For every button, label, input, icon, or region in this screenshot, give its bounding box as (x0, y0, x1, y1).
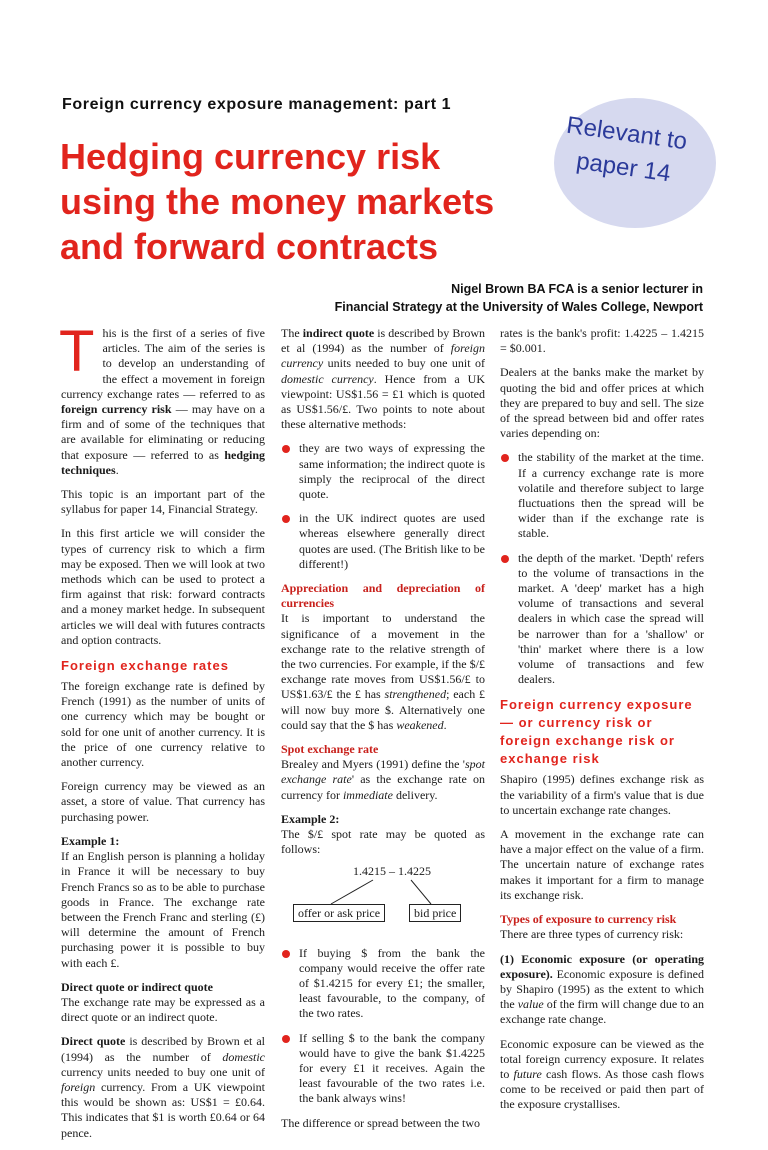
author-line-2: Financial Strategy at the University of Wales College, Newport (334, 300, 703, 314)
econ2-text-c: cash flows. As those cash flows come to be received or paid then part of the exposure crystallises. (500, 1066, 704, 1112)
column-2 (281, 326, 485, 1140)
econ2-text-b: future (513, 1066, 542, 1081)
bullet-text: the stability of the market at the time. If a currency exchange rate is more volatile and therefore subject to large fluctuations then the spread will be wider than if the exchange rate is stable. (518, 450, 704, 541)
column-3 (500, 326, 704, 1122)
offer-price-box: offer or ask price (293, 904, 385, 922)
dq-text-e: foreign (61, 1079, 96, 1094)
appr-text-b: strengthened (384, 687, 447, 702)
bullet-dot-icon (501, 555, 509, 563)
dq-text-b: is described by Brown et al (1994) as the number of (61, 1034, 265, 1064)
bullet-dot-icon (501, 454, 509, 462)
bullet-item (281, 1031, 485, 1107)
bullet-item (281, 511, 485, 572)
dq-text-f: currency. From a UK viewpoint this would be shown as: US$1 = £0.64. This indicates that $1 is worth £0.64 or 64 pence. (61, 1079, 265, 1140)
spot-text-a: Brealey and Myers (1991) define the ' (281, 757, 465, 772)
direct-indirect-text: The exchange rate may be expressed as a direct quote or an indirect quote. (61, 994, 265, 1025)
author-line-1: Nigel Brown BA FCA is a senior lecturer in (451, 282, 703, 296)
term-indirect-quote: indirect quote (302, 326, 375, 340)
badge-line-2: paper 14 (574, 147, 673, 188)
direct-indirect-heading: Direct quote or indirect quote (61, 979, 213, 994)
quote-diagram (281, 864, 485, 936)
exchange-risk-definition: Shapiro (1995) defines exchange risk as the variability of a firm's value that is due to uncertain exchange rate changes. (500, 772, 704, 817)
indirect-quote-paragraph (281, 326, 485, 432)
example-1-text: If an English person is planning a holiday in France it will be necessary to buy French Francs so as to be able to purchase goods in France. The exchange rate between the French Franc and sterling (£) will determine the amount of French purchasing power it is possible to buy with each £. (61, 849, 265, 970)
appr-text-e: . (443, 717, 447, 732)
spot-rate-heading: Spot exchange rate (281, 742, 379, 757)
bullet-text: in the UK indirect quotes are used whereas elsewhere generally direct quotes are used. (The British like to be different!) (299, 511, 485, 571)
appr-text-d: weakened (396, 717, 444, 732)
appr-text-a: It is important to understand the significance of a movement in the exchange rate to the relative strength of the two currencies. For example, if the $/£ exchange rate moves from US$1.56/£ to US$1.63/£ the £ has (281, 611, 485, 702)
appreciation-heading: Appreciation and depreciation of currencies (281, 581, 485, 611)
appreciation-paragraph (281, 611, 485, 733)
term-economic-exposure: (1) Economic exposure (or operating exposure). (500, 951, 704, 981)
column-1 (59, 319, 265, 1150)
types-heading: Types of exposure to currency risk (500, 912, 677, 927)
spot-text-b: spot exchange rate (281, 757, 485, 787)
article-title (60, 134, 530, 269)
profit-paragraph: rates is the bank's profit: 1.4225 – 1.4215 = $0.001. (500, 326, 704, 356)
dq-text-c: domestic (222, 1049, 265, 1064)
exchange-rate-effect-paragraph: A movement in the exchange rate can have a major effect on the value of a firm. The uncertain nature of exchange rates makes it important for a firm to manage its exchange risk. (500, 827, 704, 902)
spot-text-c: ' as the exchange rate on currency for (281, 772, 485, 802)
bullet-text: the depth of the market. 'Depth' refers to the volume of transactions in the market. A 'deep' market has a high volume of transactions and several dealers in which case the spread will be narrower than for a 'shallow' or 'thin' market where there is a low volume of transactions and few dealers. (518, 550, 704, 687)
spot-text-e: delivery. (392, 787, 438, 802)
iq-text-a: The (281, 326, 303, 340)
intro-paragraph (59, 319, 265, 478)
bullet-dot-icon (282, 1035, 290, 1043)
intro-text-e: . (115, 462, 119, 477)
fx-definition-paragraph: The foreign exchange rate is defined by French (1991) as the number of units of one currency which may be bought or sold for one unit of another currency. It is the price of one currency relative to another currency. (61, 679, 265, 770)
spot-rate-value: 1.4215 – 1.4225 (353, 863, 431, 878)
dq-text-d: currency units needed to buy one unit of (61, 1064, 265, 1079)
appr-text-c: ; each £ will now buy more $. Alternatively one could say that the $ has (281, 687, 485, 732)
iq-text-f: domestic currency (281, 371, 374, 386)
title-line-3: and forward contracts (60, 226, 439, 267)
econ-text-d: of the firm will change due to an exchange rate change. (500, 997, 704, 1027)
badge-line-1: Relevant to (564, 111, 689, 156)
section-heading-exposure: Foreign currency exposure — or currency risk or foreign exchange risk or exchange risk (500, 697, 693, 767)
econ2-text-a: Economic exposure can be viewed as the total foreign currency exposure. It relates to (500, 1036, 704, 1081)
direct-quote-paragraph (61, 1034, 265, 1140)
spread-paragraph: The difference or spread between the two (281, 1115, 481, 1130)
economic-exposure-paragraph (500, 952, 704, 1028)
iq-text-e: units needed to buy one unit of (323, 356, 485, 371)
section-heading-fx-rates: Foreign exchange rates (61, 658, 229, 674)
econ-text-c: value (517, 997, 544, 1012)
bullet-text: If buying $ from the bank the company would receive the offer rate of $1.4215 for every £1; the smaller, least favourable, to the company, of the two rates. (299, 945, 485, 1021)
arrow-to-offer (331, 880, 373, 904)
dealers-paragraph: Dealers at the banks make the market by quoting the bid and offer prices at which they are prepared to buy and sell. The size of the spread between bid and offer rates varies depending on: (500, 365, 704, 441)
intro-text-c: — may have on a firm and of some of the techniques that are available for eliminating or reducing that exposure — referred to as (61, 402, 265, 462)
term-hedging-techniques: hedging techniques (61, 447, 265, 477)
title-line-2: using the money markets (60, 181, 495, 222)
bullet-item (500, 551, 704, 688)
author-byline (335, 280, 703, 316)
bullet-item (500, 450, 704, 541)
bullet-text: If selling $ to the bank the company would have to give the bank $1.4225 for every £1 it receives. Again the least favourable of the two rates i.e. the bank always wins! (299, 1030, 485, 1106)
econ-text-b: Economic exposure is defined by Shapiro (1995) as the extent to which the (500, 966, 704, 1012)
example-2-text: The $/£ spot rate may be quoted as follows: (281, 827, 485, 857)
bullet-item (281, 441, 485, 502)
bullet-dot-icon (282, 445, 290, 453)
example-2-heading: Example 2: (281, 811, 340, 826)
overview-paragraph: In this first article we will consider the types of currency risk to which a firm may be exposed. Then we will look at two methods which can be used to protect a firm against that risk: forward contracts and a money market hedge. In subsequent articles we will deal with futures contracts and option contracts. (61, 526, 265, 647)
bid-price-box: bid price (409, 904, 461, 922)
drop-cap: T (59, 319, 95, 384)
arrow-to-bid (411, 880, 431, 904)
series-heading: Foreign currency exposure management: part 1 (62, 96, 452, 113)
spot-rate-paragraph (281, 757, 485, 803)
economic-exposure-paragraph-2 (500, 1037, 704, 1113)
title-line-1: Hedging currency risk (60, 136, 441, 177)
iq-text-c: is described by Brown et al (1994) as the number of (281, 326, 485, 356)
bullet-text: they are two ways of expressing the same information; the indirect quote is simply the reciprocal of the direct quote. (299, 441, 485, 502)
iq-text-d: foreign currency (281, 341, 485, 371)
spot-text-d: immediate (342, 787, 393, 802)
term-foreign-currency-risk: foreign currency risk (61, 402, 172, 417)
intro-text-a: his is the first of a series of five articles. The aim of the series is to develop an understanding of the effect a movement in foreign currency exchange rates — referred to as (61, 326, 265, 401)
example-1-heading: Example 1: (61, 833, 120, 848)
asset-paragraph: Foreign currency may be viewed as an asset, a store of value. That currency has purchasing power. (61, 779, 265, 824)
term-direct-quote: Direct quote (61, 1034, 126, 1049)
relevance-badge (554, 98, 716, 228)
types-text: There are three types of currency risk: (500, 927, 684, 942)
syllabus-paragraph: This topic is an important part of the syllabus for paper 14, Financial Strategy. (61, 487, 265, 517)
bullet-item (281, 946, 485, 1022)
iq-text-g: . Hence from a UK viewpoint: US$1.56 = £1 which is quoted as US$1.56/£. Two points to note about these alternative methods: (281, 371, 485, 432)
bullet-dot-icon (282, 515, 290, 523)
bullet-dot-icon (282, 950, 290, 958)
